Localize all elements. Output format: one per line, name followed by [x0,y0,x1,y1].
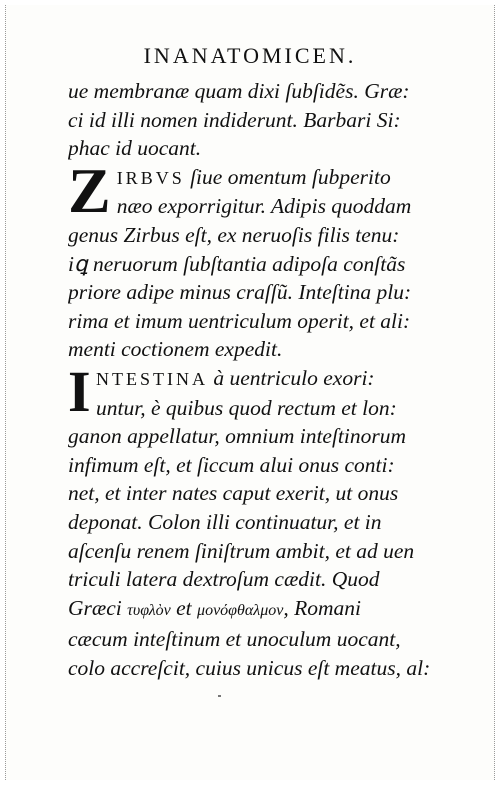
text-line: infimum eſt, et ſiccum alui onus conti: [68,452,395,477]
text-line [117,163,440,193]
body-text [68,77,440,682]
paragraph-2 [68,154,440,364]
text-line: rima et imum uentriculum operit, et ali: [68,308,411,333]
text-line: net, et inter nates caput exerit, ut onus [68,481,399,506]
line-text: et [170,595,198,620]
text-line: ganon appellatur, omnium inteſtinorum [68,424,407,449]
line-text: Græci [68,595,128,620]
text-line [68,594,440,626]
text-line: priore adipe minus craſſũ. Inteſtina plu: [68,280,412,305]
text-line: aſcenſu renem ſiniſtrum ambit, et ad uen [68,538,415,563]
text-line: næo exporrigitur. Adipis quoddam [116,194,412,219]
greek-word: τυφλὸν [127,601,171,619]
text-line: deponat. Colon illi continuatur, et in [68,509,382,534]
book-page [5,5,495,780]
greek-word: μονόφθαλμον [197,601,284,619]
running-head: INANATOMICEN. [143,43,357,68]
drop-cap-z: Z [68,154,111,226]
text-line: phac id uocant. [68,136,202,161]
text-line: ue membranæ quam dixi ſubſidẽs. Græ: [68,79,410,103]
text-line [96,364,440,394]
drop-cap-i: I [68,358,91,424]
lead-caps: NTESTINA [96,368,208,389]
text-line: colo accreſcit, cuius unicus eſt meatus, al: [68,655,431,680]
text-line: ci id illi nomen indiderunt. Barbari Si: [68,107,401,132]
text-line: genus Zirbus eſt, ex neruoſis filis tenu: [68,222,400,247]
paragraph-1 [68,77,440,163]
line-text: , Romani [283,595,361,620]
text-line: triculi latera dextroſum cædit. Quod [68,567,380,592]
text-line: cæcum inteſtinum et unoculum uocant, [68,627,401,652]
text-line: menti coctionem expedit. [68,337,283,362]
text-line: iꝗ neruorum ſubſtantia adipoſa conſtãs [68,251,406,276]
ink-speck [218,695,221,697]
lead-caps: IRBVS [116,167,185,188]
line-text: à uentriculo exori: [208,365,375,390]
line-text: ſiue omentum ſubperito [184,164,391,189]
paragraph-3 [68,358,440,683]
text-line: untur, è quibus quod rectum et lon: [96,395,397,420]
